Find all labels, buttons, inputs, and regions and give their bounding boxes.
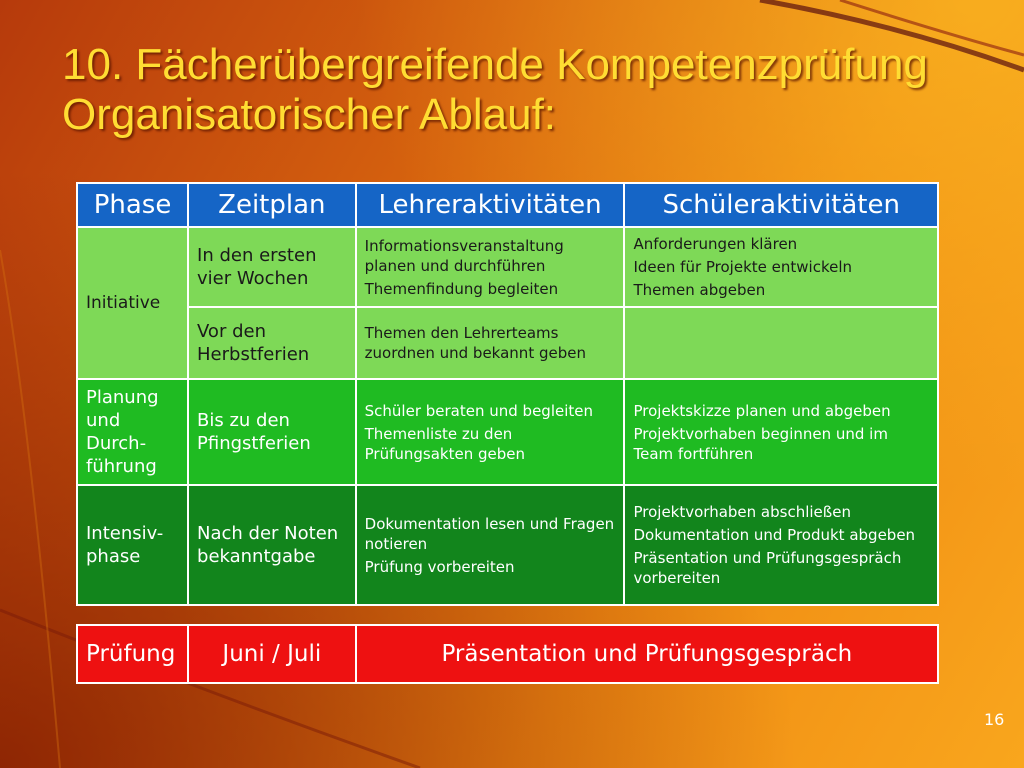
activity-item: Dokumentation und Produkt abgeben bbox=[633, 526, 916, 544]
exam-zeitplan: Juni / Juli bbox=[188, 625, 356, 683]
activity-item: Themenfindung begleiten bbox=[364, 279, 559, 298]
activity-item: Prüfung vorbereiten bbox=[364, 557, 515, 576]
lehrer-cell bbox=[356, 485, 625, 605]
exam-row bbox=[77, 625, 938, 683]
zeitplan-cell: In den ersten vier Wochen bbox=[188, 227, 356, 307]
zeitplan-cell: Bis zu den Pfingstferien bbox=[188, 379, 356, 485]
exam-phase: Prüfung bbox=[77, 625, 188, 683]
header-schueleraktivitaeten: Schüleraktivitäten bbox=[624, 183, 938, 227]
phase-intensiv: Intensiv-phase bbox=[77, 485, 188, 605]
schueler-cell bbox=[624, 485, 938, 605]
activity-item: Themenliste zu den Prüfungsakten geben bbox=[364, 424, 525, 463]
table-row bbox=[77, 379, 938, 485]
table-row bbox=[77, 227, 938, 307]
header-lehreraktivitaeten: Lehreraktivitäten bbox=[356, 183, 625, 227]
activity-item: Ideen für Projekte entwickeln bbox=[633, 258, 852, 276]
phase-initiative: Initiative bbox=[77, 227, 188, 379]
activity-item: Projektvorhaben beginnen und im Team fortführen bbox=[633, 424, 888, 463]
activity-item: Dokumentation lesen und Fragen notieren bbox=[364, 514, 615, 553]
slide-title-line-2: Organisatorischer Ablauf: bbox=[62, 90, 557, 139]
activity-item: Informationsveranstaltung planen und durchführen bbox=[364, 236, 564, 275]
schueler-cell bbox=[624, 379, 938, 485]
header-phase: Phase bbox=[77, 183, 188, 227]
zeitplan-cell: Vor den Herbstferien bbox=[188, 307, 356, 379]
activity-item: Präsentation und Prüfungsgespräch vorbereiten bbox=[633, 549, 902, 587]
activity-item: Projektvorhaben abschließen bbox=[633, 503, 851, 521]
lehrer-cell bbox=[356, 227, 625, 307]
slide-title-line-1: 10. Fächerübergreifende Kompetenzprüfung bbox=[62, 40, 928, 89]
table-row bbox=[77, 485, 938, 605]
slide-number: 16 bbox=[984, 710, 1005, 729]
slide-title bbox=[62, 40, 928, 140]
zeitplan-cell: Nach der Notenbekanntgabe bbox=[188, 485, 356, 605]
table-header-row bbox=[77, 183, 938, 227]
schedule-table bbox=[76, 182, 939, 606]
schueler-cell-empty bbox=[624, 307, 938, 379]
activity-item: Themen den Lehrerteams zuordnen und bekannt geben bbox=[364, 324, 586, 362]
activity-item: Projektskizze planen und abgeben bbox=[633, 401, 891, 420]
activity-item: Anforderungen klären bbox=[633, 235, 798, 253]
exam-activity: Präsentation und Prüfungsgespräch bbox=[356, 625, 938, 683]
activity-item: Themen abgeben bbox=[633, 281, 766, 299]
phase-planung: Planung und Durch-führung bbox=[77, 379, 188, 485]
table-row bbox=[77, 307, 938, 379]
schueler-cell bbox=[624, 227, 938, 307]
lehrer-cell bbox=[356, 307, 625, 379]
header-zeitplan: Zeitplan bbox=[188, 183, 356, 227]
lehrer-cell bbox=[356, 379, 625, 485]
activity-item: Schüler beraten und begleiten bbox=[364, 401, 594, 420]
exam-table bbox=[76, 624, 939, 684]
